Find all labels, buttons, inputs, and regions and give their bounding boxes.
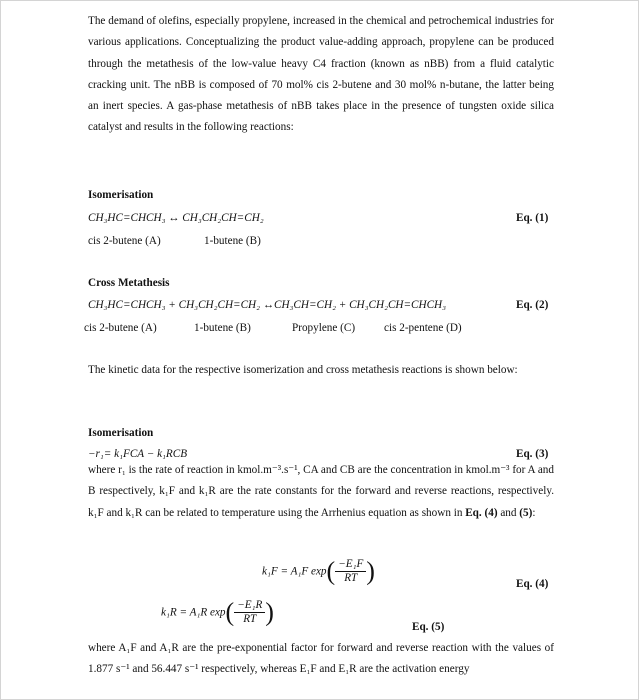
eq4-left-paren: (: [326, 556, 336, 586]
eq5-number: Eq. (5): [412, 621, 445, 633]
where-and: and: [500, 506, 517, 519]
eq5-denominator: RT: [243, 613, 257, 625]
eq5-left-paren: (: [225, 597, 235, 627]
label-cis-2-pentene: cis 2-pentene (D): [384, 322, 462, 334]
where-text: where r₁ is the rate of reaction in kmol.m⁻³.s⁻¹, CA and CB are the concentration in kmol.m⁻³ for A and B respectively, k₁F and k₁R are the rate constants for the forward and reverse reactions, respectively. k₁F and k₁R can be related to temperature using the Arrhenius equation as shown in: [88, 464, 554, 519]
eq3-number: Eq. (3): [516, 448, 549, 460]
eq5-fraction: [234, 599, 265, 626]
eq5-right-paren: ): [265, 597, 274, 627]
eq5-numerator: −E₁R: [234, 599, 265, 613]
rate-equation: −r₁= k₁FCA − k₁RCB: [88, 448, 188, 460]
eq4-number: Eq. (4): [516, 578, 549, 590]
where-end: :: [532, 506, 536, 519]
isomerisation-equation: CH₃HC=CHCH₃ ↔ CH₃CH₂CH=CH₂: [88, 212, 264, 224]
eq5-lhs: k₁R = A₁R exp: [161, 606, 226, 619]
eq2-number: Eq. (2): [516, 299, 549, 311]
label-1-butene: 1-butene (B): [204, 235, 261, 247]
cross-metathesis-equation: CH₃HC=CHCH₃ + CH₃CH₂CH=CH₂ ↔CH₃CH=CH₂ + CH₃CH₂CH=CHCH₃: [88, 299, 447, 311]
eq1-number: Eq. (1): [516, 212, 549, 224]
label-1-butene-2: 1-butene (B): [194, 322, 251, 334]
label-cis-2-butene: cis 2-butene (A): [88, 235, 161, 247]
where-eq5-ref: (5): [519, 506, 533, 519]
intro-paragraph: The demand of olefins, especially propylene, increased in the chemical and petrochemical industries for various applications. Conceptualizing the product value-adding approach, propylene can be produced through the metathesis of the low-value heavy C4 fraction (known as nBB) from a fluid catalytic cracking unit. The nBB is composed of 70 mol% cis 2-butene and 30 mol% n-butane, the latter being an inert species. A gas-phase metathesis of nBB takes place in the presence of tungsten oxide silica catalyst and results in the following reactions:: [88, 15, 554, 134]
cross-metathesis-heading: Cross Metathesis: [88, 277, 170, 289]
isomerisation-heading-2: Isomerisation: [88, 427, 154, 439]
isomerisation-heading: Isomerisation: [88, 189, 154, 201]
eq4-formula: [262, 558, 375, 585]
eq5-formula: [161, 599, 274, 626]
kinetic-intro: The kinetic data for the respective isomerization and cross metathesis reactions is shown below:: [88, 364, 518, 376]
eq4-fraction: [335, 558, 366, 585]
eq4-lhs: k₁F = A₁F exp: [262, 565, 327, 578]
where-eq4-ref: Eq. (4): [465, 506, 498, 519]
label-propylene: Propylene (C): [292, 322, 356, 334]
where-paragraph: [88, 460, 554, 524]
eq4-denominator: RT: [344, 572, 358, 584]
eq4-numerator: −E₁F: [335, 558, 366, 572]
eq4-right-paren: ): [366, 556, 375, 586]
final-paragraph: where A₁F and A₁R are the pre-exponential factor for forward and reverse reaction with the values of 1.877 s⁻¹ and 56.447 s⁻¹ respectively, whereas E₁F and E₁R are the activation energy: [88, 642, 554, 676]
label-cis-2-butene-2: cis 2-butene (A): [84, 322, 157, 334]
